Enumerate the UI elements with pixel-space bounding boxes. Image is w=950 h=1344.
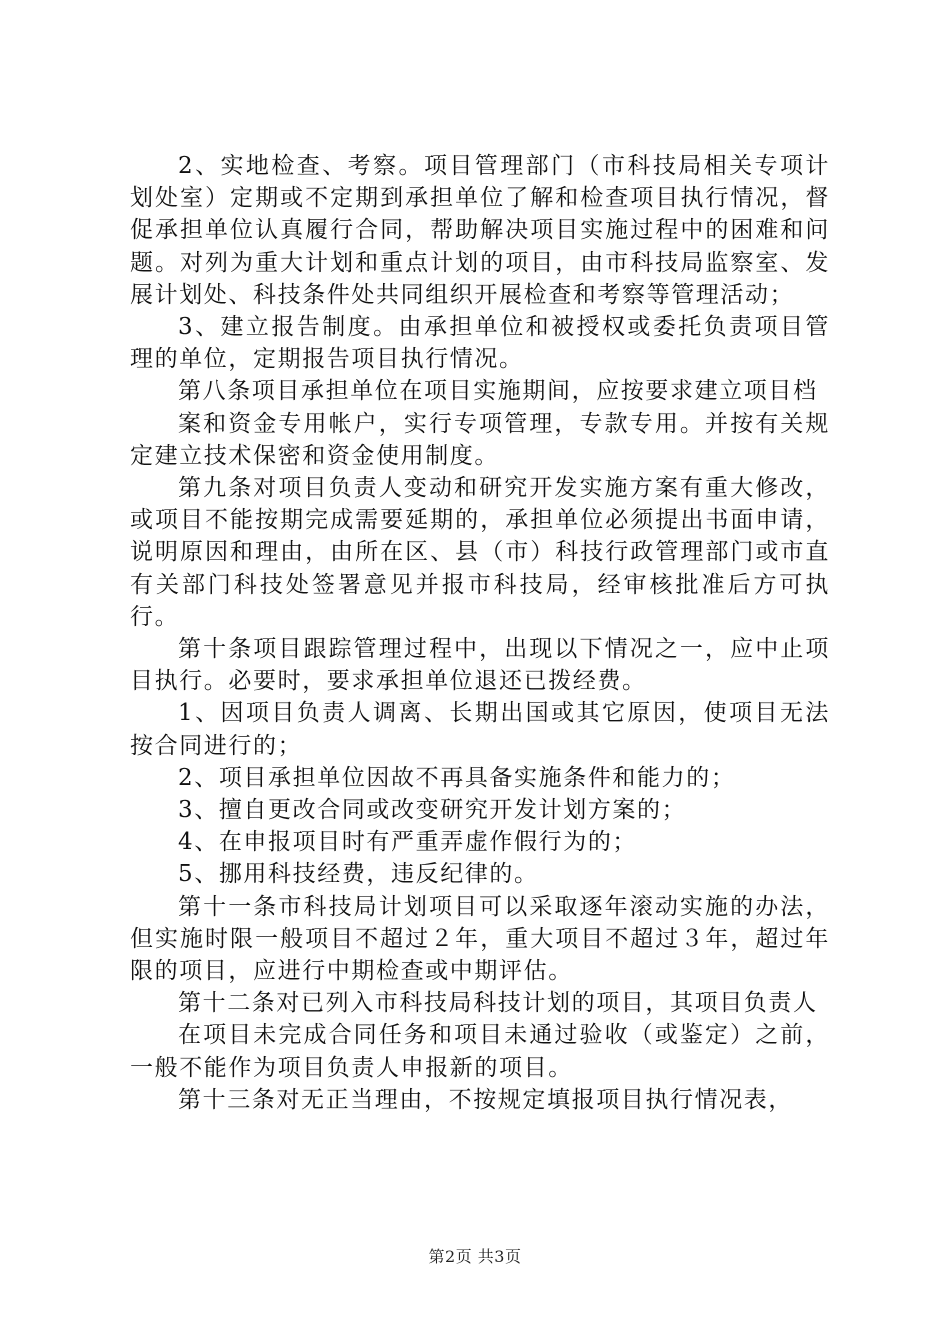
paragraph-9: 3、擅自更改合同或改变研究开发计划方案的； (178, 797, 687, 824)
paragraph-12: 第十一条市科技局计划项目可以采取逐年滚动实施的办法，但实施时限一般项目不超过２年，重大项目不超过３年，超过年限的项目，应进行中期检查或中期评估。 (130, 893, 830, 985)
paragraph-5: 第九条对项目负责人变动和研究开发实施方案有重大修改，或项目不能按期完成需要延期的，承担单位必须提出书面申请，说明原因和理由，由所在区、县（市）科技行政管理部门或市直有关部门科技处签署意见并报市科技局，经审核批准后方可执行。 (130, 475, 830, 630)
paragraph-1: 2、实地检查、考察。项目管理部门（市科技局相关专项计划处室）定期或不定期到承担单位了解和检查项目执行情况，督促承担单位认真履行合同，帮助解决项目实施过程中的困难和问题。对列为重大计划和重点计划的项目，由市科技局监察室、发展计划处、科技条件处共同组织开展检查和考察等管理活动； (130, 153, 830, 308)
paragraph-13: 第十二条对已列入市科技局科技计划的项目，其项目负责人 (178, 990, 818, 1017)
paragraph-7: 1、因项目负责人调离、长期出国或其它原因，使项目无法按合同进行的； (130, 700, 830, 759)
paragraph-15: 第十三条对无正当理由，不按规定填报项目执行情况表， (178, 1086, 793, 1113)
paragraph-8: 2、项目承担单位因故不再具备实施条件和能力的； (178, 764, 736, 791)
paragraph-6: 第十条项目跟踪管理过程中，出现以下情况之一，应中止项目执行。必要时，要求承担单位退还已拨经费。 (130, 636, 830, 695)
paragraph-10: 4、在申报项目时有严重弄虚作假行为的； (178, 829, 638, 856)
paragraph-3: 第八条项目承担单位在项目实施期间，应按要求建立项目档 (178, 378, 818, 405)
paragraph-4: 案和资金专用帐户，实行专项管理，专款专用。并按有关规定建立技术保密和资金使用制度。 (130, 410, 830, 469)
paragraph-2: 3、建立报告制度。由承担单位和被授权或委托负责项目管理的单位，定期报告项目执行情况。 (130, 314, 830, 373)
document-body (130, 150, 830, 1116)
paragraph-11: 5、挪用科技经费，违反纪律的。 (178, 861, 539, 888)
paragraph-14: 在项目未完成合同任务和项目未通过验收（或鉴定）之前，一般不能作为项目负责人申报新的项目。 (130, 1022, 830, 1081)
page-number-footer: 第2页 共3页 (428, 1247, 522, 1266)
